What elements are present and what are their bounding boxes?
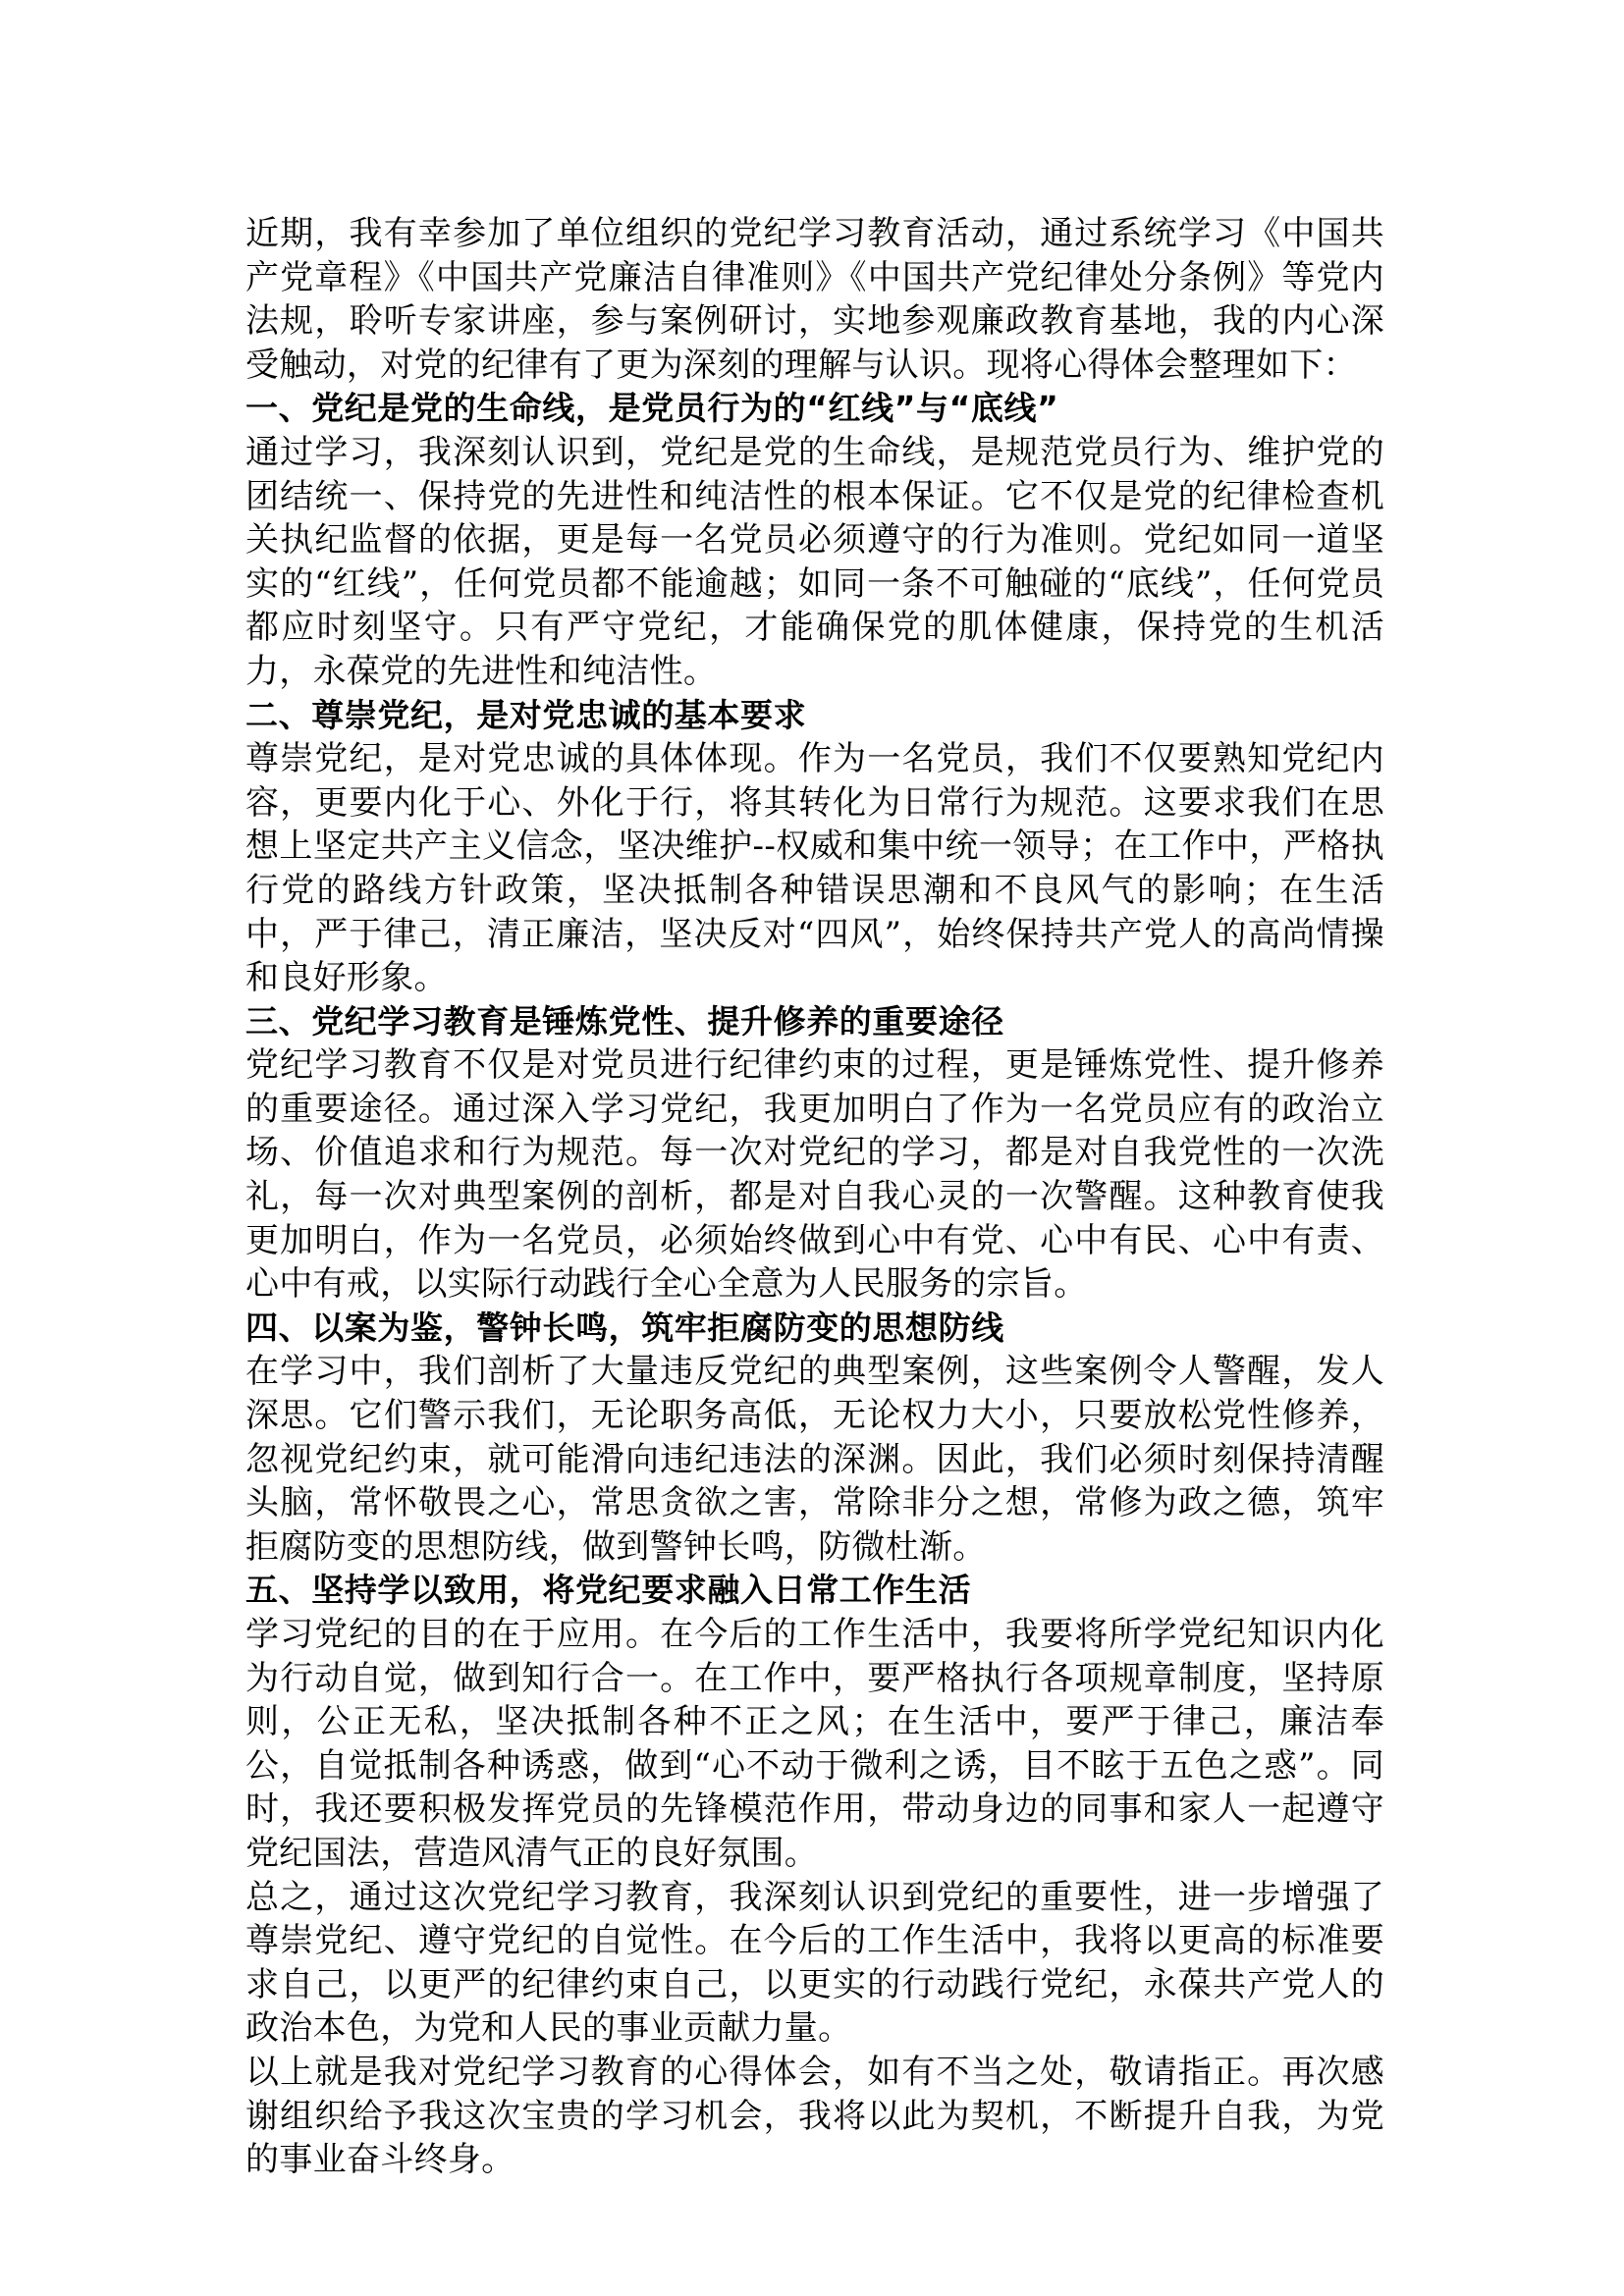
closing-paragraph: 以上就是我对党纪学习教育的心得体会，如有不当之处，敬请指正。再次感谢组织给予我这次宝贵的学习机会，我将以此为契机，不断提升自我，为党的事业奋斗终身。: [245, 2052, 1384, 2180]
conclusion-paragraph: 总之，通过这次党纪学习教育，我深刻认识到党纪的重要性，进一步增强了尊崇党纪、遵守党纪的自觉性。在今后的工作生活中，我将以更高的标准要求自己，以更严的纪律约束自己，以更实的行动践行党纪，永葆共产党人的政治本色，为党和人民的事业贡献力量。: [245, 1877, 1384, 2049]
section-4-body: 在学习中，我们剖析了大量违反党纪的典型案例，这些案例令人警醒，发人深思。它们警示我们，无论职务高低，无论权力大小，只要放松党性修养，忽视党纪约束，就可能滑向违纪违法的深渊。因此，我们必须时刻保持清醒头脑，常怀敬畏之心，常思贪欲之害，常除非分之想，常修为政之德，筑牢拒腐防变的思想防线，做到警钟长鸣，防微杜渐。: [245, 1352, 1384, 1567]
section-1-body: 通过学习，我深刻认识到，党纪是党的生命线，是规范党员行为、维护党的团结统一、保持党的先进性和纯洁性的根本保证。它不仅是党的纪律检查机关执纪监督的依据，更是每一名党员必须遵守的行为准则。党纪如同一道坚实的“红线”，任何党员都不能逾越；如同一条不可触碰的“底线”，任何党员都应时刻坚守。只有严守党纪，才能确保党的肌体健康，保持党的生机活力，永葆党的先进性和纯洁性。: [245, 432, 1384, 691]
section-1-heading: 一、党纪是党的生命线，是党员行为的“红线”与“底线”: [245, 389, 1059, 428]
section-5-body: 学习党纪的目的在于应用。在今后的工作生活中，我要将所学党纪知识内化为行动自觉，做到知行合一。在工作中，要严格执行各项规章制度，坚持原则，公正无私，坚决抵制各种不正之风；在生活中，要严于律己，廉洁奉公，自觉抵制各种诱惑，做到“心不动于微利之诱，目不眩于五色之惑”。同时，我还要积极发挥党员的先锋模范作用，带动身边的同事和家人一起遵守党纪国法，营造风清气正的良好氛围。: [245, 1615, 1384, 1873]
section-5-heading: 五、坚持学以致用，将党纪要求融入日常工作生活: [245, 1571, 972, 1610]
section-2-body: 尊崇党纪，是对党忠诚的具体体现。作为一名党员，我们不仅要熟知党纪内容，更要内化于心、外化于行，将其转化为日常行为规范。这要求我们在思想上坚定共产主义信念，坚决维护--权威和集中统一领导；在工作中，严格执行党的路线方针政策，坚决抵制各种错误思潮和不良风气的影响；在生活中，严于律己，清正廉洁，坚决反对“四风”，始终保持共产党人的高尚情操和良好形象。: [245, 739, 1384, 998]
section-4-heading: 四、以案为鉴，警钟长鸣，筑牢拒腐防变的思想防线: [245, 1308, 1004, 1347]
intro-paragraph: 近期，我有幸参加了单位组织的党纪学习教育活动，通过系统学习《中国共产党章程》《中国共产党廉洁自律准则》《中国共产党纪律处分条例》等党内法规，聆听专家讲座，参与案例研讨，实地参观廉政教育基地，我的内心深受触动，对党的纪律有了更为深刻的理解与认识。现将心得体会整理如下：: [245, 214, 1384, 385]
section-2-heading: 二、尊崇党纪，是对党忠诚的基本要求: [245, 695, 807, 734]
section-3-body: 党纪学习教育不仅是对党员进行纪律约束的过程，更是锤炼党性、提升修养的重要途径。通过深入学习党纪，我更加明白了作为一名党员应有的政治立场、价值追求和行为规范。每一次对党纪的学习，都是对自我党性的一次洗礼，每一次对典型案例的剖析，都是对自我心灵的一次警醒。这种教育使我更加明白，作为一名党员，必须始终做到心中有党、心中有民、心中有责、心中有戒，以实际行动践行全心全意为人民服务的宗旨。: [245, 1045, 1384, 1305]
section-3-heading: 三、党纪学习教育是锤炼党性、提升修养的重要途径: [245, 1001, 1004, 1041]
document-page: [245, 212, 1384, 2182]
